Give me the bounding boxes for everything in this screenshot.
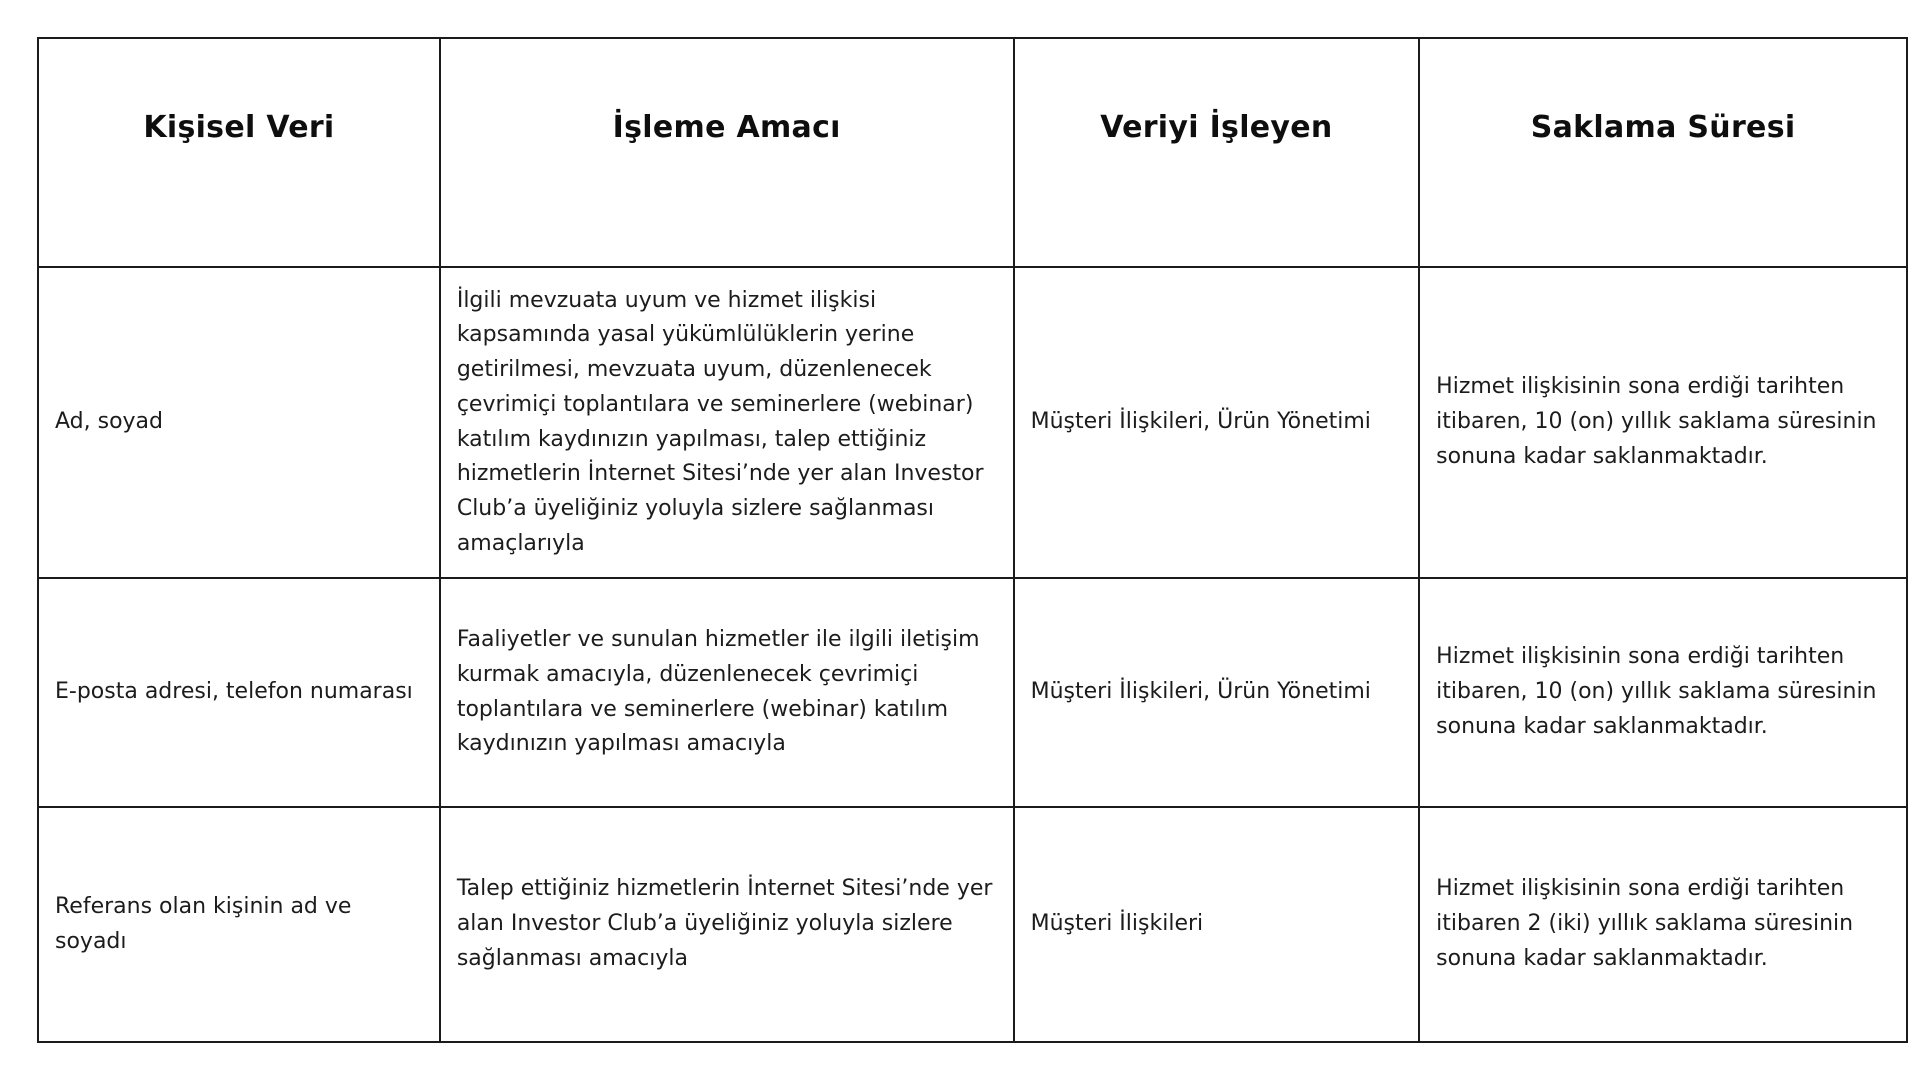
- cell-isleme-amaci: Faaliyetler ve sunulan hizmetler ile ilgili iletişim kurmak amacıyla, düzenlenecek çevrimiçi toplantılara ve seminerlere (webinar) katılım kaydınızın yapılması amacıyla: [440, 578, 1014, 807]
- column-header-isleme-amaci: İşleme Amacı: [440, 38, 1014, 267]
- column-header-kisisel-veri: Kişisel Veri: [38, 38, 440, 267]
- cell-veriyi-isleyen: Müşteri İlişkileri, Ürün Yönetimi: [1014, 578, 1420, 807]
- column-header-veriyi-isleyen: Veriyi İşleyen: [1014, 38, 1420, 267]
- table-row: [38, 807, 1907, 1042]
- cell-saklama-suresi: Hizmet ilişkisinin sona erdiği tarihten itibaren, 10 (on) yıllık saklama süresinin sonuna kadar saklanmaktadır.: [1419, 267, 1907, 578]
- cell-saklama-suresi: Hizmet ilişkisinin sona erdiği tarihten itibaren 2 (iki) yıllık saklama süresinin sonuna kadar saklanmaktadır.: [1419, 807, 1907, 1042]
- personal-data-retention-table: [37, 37, 1908, 1043]
- table-header-row: [38, 38, 1907, 267]
- cell-veriyi-isleyen: Müşteri İlişkileri, Ürün Yönetimi: [1014, 267, 1420, 578]
- cell-isleme-amaci: İlgili mevzuata uyum ve hizmet ilişkisi kapsamında yasal yükümlülüklerin yerine getirilmesi, mevzuata uyum, düzenlenecek çevrimiçi toplantılara ve seminerlere (webinar) katılım kaydınızın yapılması, talep ettiğiniz hizmetlerin İnternet Sitesi’nde yer alan Investor Club’a üyeliğiniz yoluyla sizlere sağlanması amaçlarıyla: [440, 267, 1014, 578]
- column-header-saklama-suresi: Saklama Süresi: [1419, 38, 1907, 267]
- cell-saklama-suresi: Hizmet ilişkisinin sona erdiği tarihten itibaren, 10 (on) yıllık saklama süresinin sonuna kadar saklanmaktadır.: [1419, 578, 1907, 807]
- cell-kisisel-veri: E-posta adresi, telefon numarası: [38, 578, 440, 807]
- cell-isleme-amaci: Talep ettiğiniz hizmetlerin İnternet Sitesi’nde yer alan Investor Club’a üyeliğiniz yoluyla sizlere sağlanması amacıyla: [440, 807, 1014, 1042]
- cell-kisisel-veri: Ad, soyad: [38, 267, 440, 578]
- cell-veriyi-isleyen: Müşteri İlişkileri: [1014, 807, 1420, 1042]
- table-row: [38, 578, 1907, 807]
- cell-kisisel-veri: Referans olan kişinin ad ve soyadı: [38, 807, 440, 1042]
- table-row: [38, 267, 1907, 578]
